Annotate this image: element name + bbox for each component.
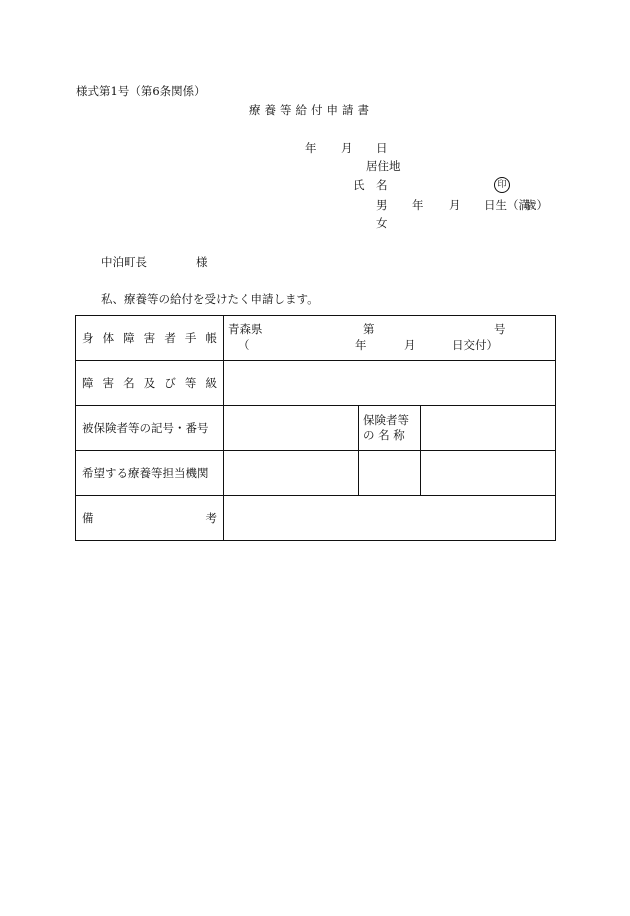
handbook-year-label: 年 [355, 338, 367, 352]
handbook-paren-open: （ [238, 338, 250, 352]
handbook-value-cell[interactable] [224, 316, 556, 361]
insured-number-value-cell[interactable] [224, 406, 359, 451]
handbook-month-label: 月 [404, 338, 416, 352]
label-char: 害 [102, 375, 115, 390]
institution-label-cell [76, 451, 224, 496]
label-char: び [164, 375, 176, 390]
institution-value-cell-2[interactable] [359, 451, 421, 496]
seal-mark: 印 [494, 177, 510, 193]
handbook-label-cell [76, 316, 224, 361]
birth-day-label: 日生（満 [484, 198, 530, 212]
date-month-label: 月 [341, 141, 353, 155]
date-year-label: 年 [305, 141, 317, 155]
table-row-remarks [76, 496, 556, 541]
label-char: 等 [184, 375, 197, 390]
remarks-label-cell [76, 496, 224, 541]
addressee-name: 中泊町長 [101, 255, 147, 269]
remarks-label-left: 備 [82, 510, 94, 525]
table-row-institution [76, 451, 556, 496]
table-row-insured [76, 406, 556, 451]
male-label: 男 [376, 198, 388, 212]
label-char: 体 [102, 330, 115, 345]
addressee-honorific: 様 [196, 255, 208, 269]
insured-number-label: 被保険者等の記号・番号 [82, 420, 209, 435]
address-label: 居住地 [366, 159, 401, 173]
application-statement: 私、療養等の給付を受けたく申請します。 [101, 292, 319, 306]
label-char: 身 [82, 330, 94, 345]
handbook-issued-label: 日交付） [452, 338, 498, 352]
disability-label [82, 376, 217, 391]
document-title: 療養等給付申請書 [249, 103, 373, 117]
disability-value-cell[interactable] [224, 361, 556, 406]
table-row-disability [76, 361, 556, 406]
label-char: 手 [184, 330, 197, 345]
label-char: 名 [123, 375, 135, 390]
label-char: 者 [164, 330, 176, 345]
label-char: 害 [143, 330, 156, 345]
label-char: 障 [123, 330, 135, 345]
application-table [75, 315, 556, 541]
remarks-value-cell[interactable] [224, 496, 556, 541]
form-number: 様式第1号（第6条関係） [76, 84, 206, 98]
institution-value-cell-3[interactable] [421, 451, 556, 496]
birth-month-label: 月 [449, 198, 461, 212]
label-char: 及 [143, 375, 156, 390]
handbook-dai-label: 第 [363, 322, 375, 336]
insurer-name-label-cell [359, 406, 421, 451]
handbook-label [82, 331, 217, 346]
female-label: 女 [376, 216, 388, 230]
institution-value-cell-1[interactable] [224, 451, 359, 496]
name-label: 氏 名 [353, 178, 388, 192]
insurer-name-value-cell[interactable] [421, 406, 556, 451]
date-day-label: 日 [376, 141, 388, 155]
label-char: 級 [205, 375, 217, 390]
disability-label-cell [76, 361, 224, 406]
birth-year-label: 年 [412, 198, 424, 212]
insured-number-label-cell [76, 406, 224, 451]
insurer-name-label-line1: 保険者等 [363, 413, 409, 427]
institution-label: 希望する療養等担当機関 [82, 465, 209, 480]
label-char: 帳 [205, 330, 217, 345]
remarks-label-right: 考 [205, 510, 217, 525]
remarks-label [82, 511, 217, 526]
label-char: 障 [82, 375, 94, 390]
table-row-handbook [76, 316, 556, 361]
handbook-go-label: 号 [494, 322, 506, 336]
handbook-prefecture: 青森県 [228, 322, 263, 336]
insurer-name-label-line2: の 名 称 [363, 428, 405, 442]
age-label: 歳） [525, 198, 548, 212]
